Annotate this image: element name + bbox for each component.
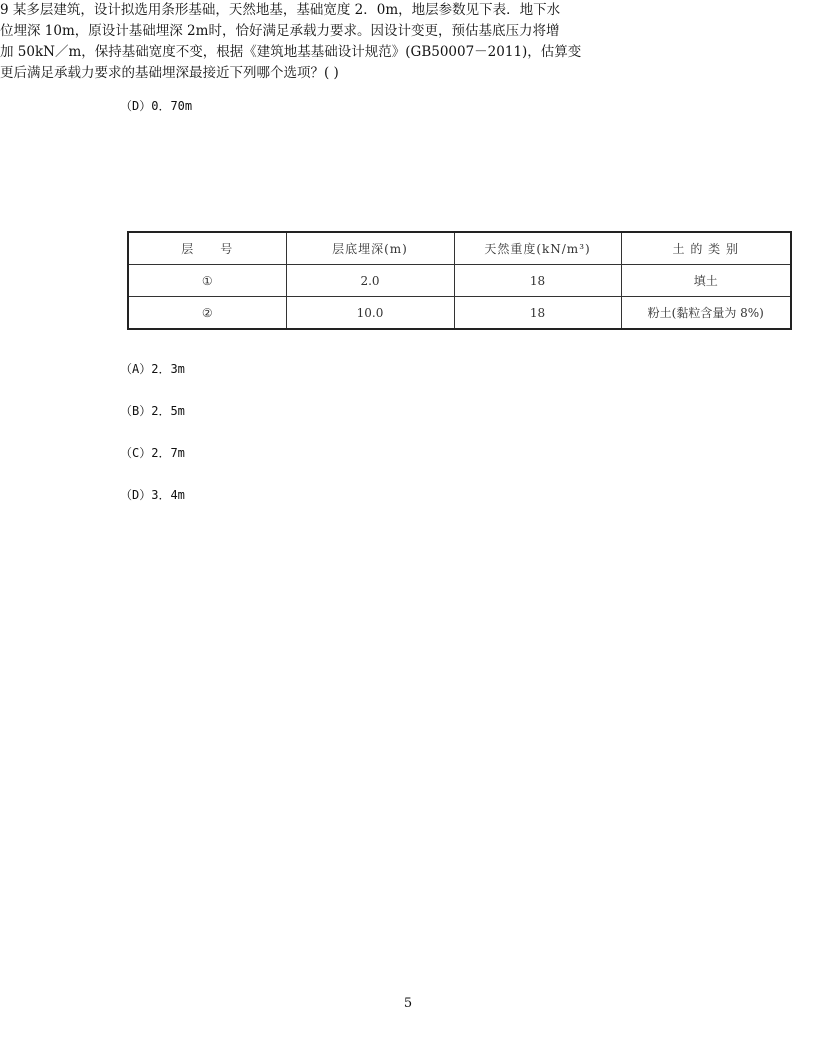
header-bottom-depth: 层底埋深(m) <box>286 232 454 265</box>
header-unit-weight: 天然重度(kN/m³) <box>454 232 621 265</box>
cell-unit-weight: 18 <box>454 297 621 330</box>
table-row <box>128 297 791 330</box>
question-line: 9 某多层建筑，设计拟选用条形基础，天然地基，基础宽度 2．0m，地层参数见下表．地下水 <box>0 2 561 18</box>
table-row <box>128 265 791 297</box>
option-a: （A）2．3m <box>120 362 185 376</box>
page-number: 5 <box>403 996 413 1011</box>
question-line: 更后满足承载力要求的基础埋深最接近下列哪个选项？( ) <box>0 65 339 81</box>
question-line: 加 50kN／m，保持基础宽度不变，根据《建筑地基基础设计规范》(GB50007－2011)，估算变 <box>0 44 582 60</box>
question-line: 位埋深 10m，原设计基础埋深 2m时，恰好满足承载力要求。因设计变更，预估基底压力将增 <box>0 23 560 39</box>
question-text <box>0 0 580 84</box>
soil-parameter-table <box>127 231 792 330</box>
option-b: （B）2．5m <box>120 404 185 418</box>
cell-soil-type: 粉土(黏粒含量为 8%) <box>621 297 791 330</box>
cell-soil-type: 填土 <box>621 265 791 297</box>
option-c: （C）2．7m <box>120 446 185 460</box>
cell-layer-number: ① <box>128 265 286 297</box>
table-header-row <box>128 232 791 265</box>
header-layer-number: 层 号 <box>128 232 286 265</box>
cell-layer-number: ② <box>128 297 286 330</box>
cell-bottom-depth: 10.0 <box>286 297 454 330</box>
option-d: （D）3．4m <box>120 488 185 502</box>
cell-bottom-depth: 2.0 <box>286 265 454 297</box>
previous-option-d: （D）0．70m <box>120 99 193 113</box>
header-soil-type: 土 的 类 别 <box>621 232 791 265</box>
cell-unit-weight: 18 <box>454 265 621 297</box>
